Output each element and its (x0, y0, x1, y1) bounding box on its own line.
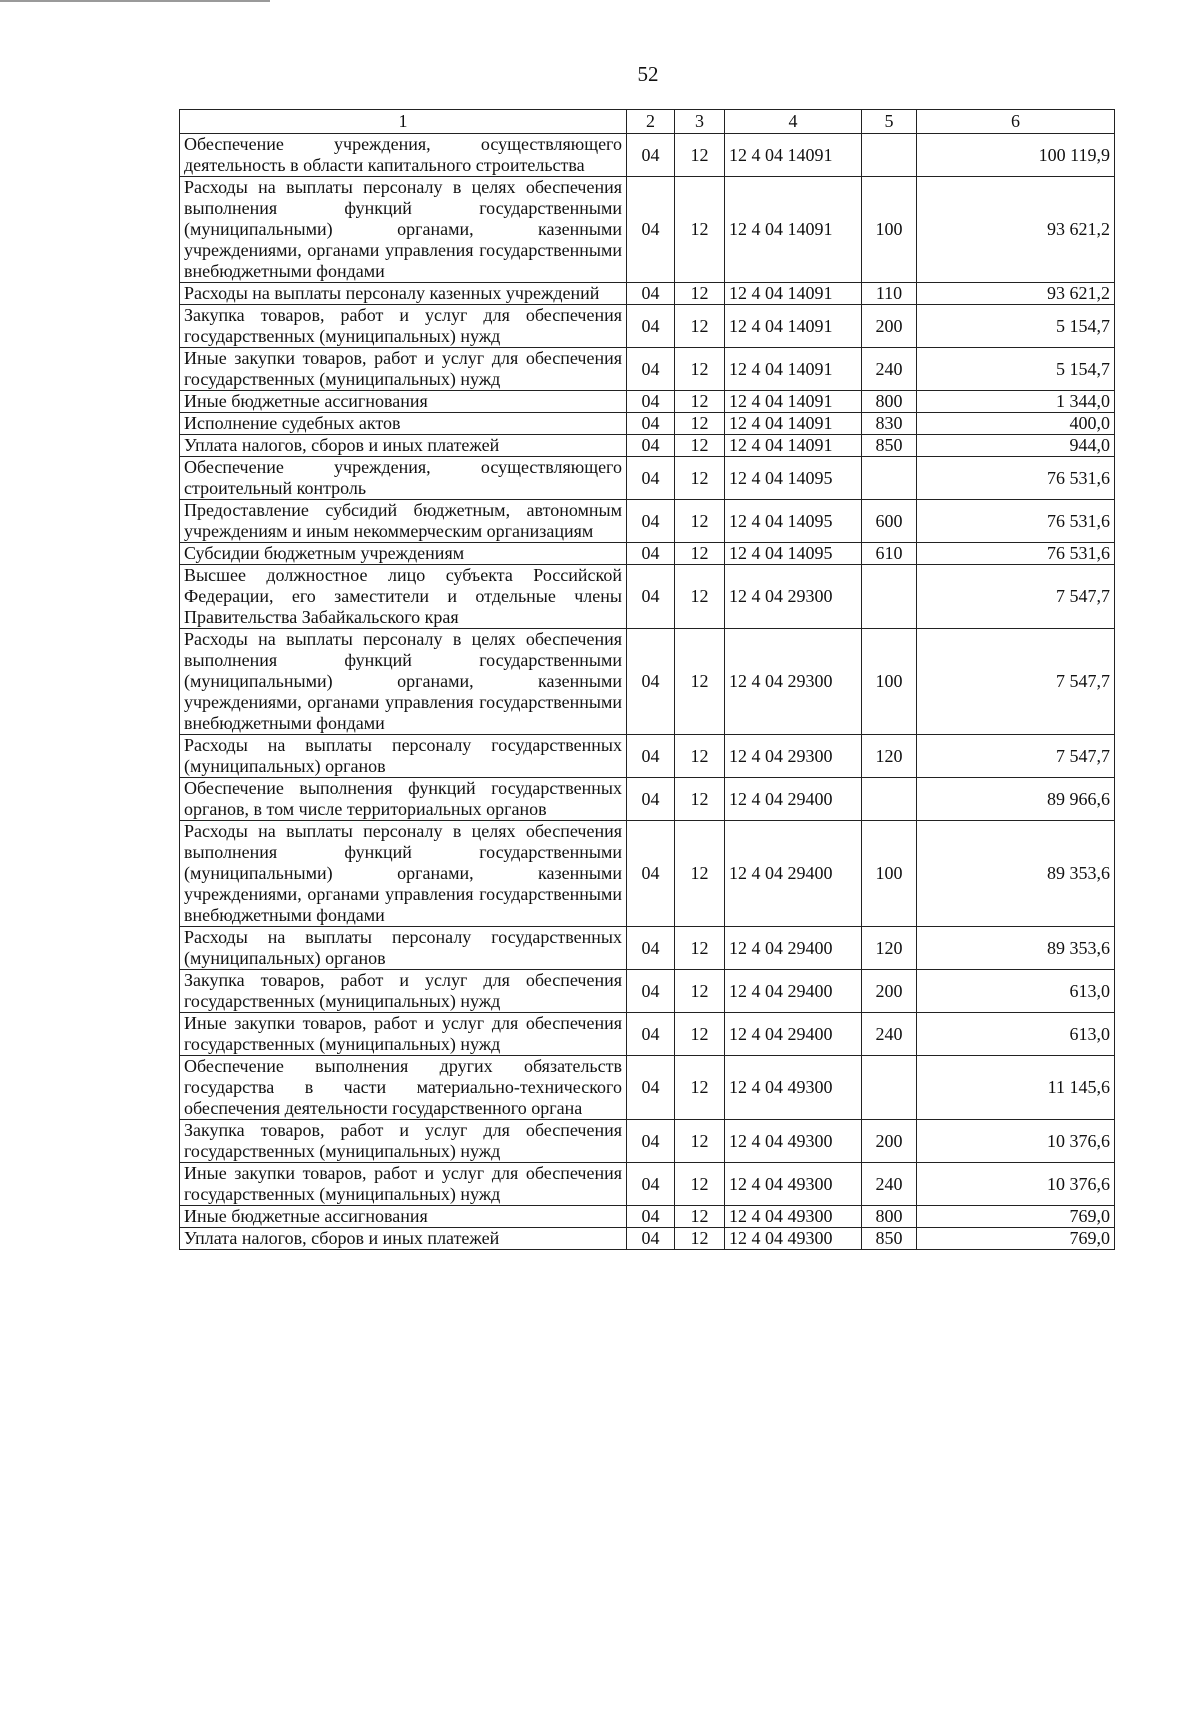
row-expense-type-cell (862, 457, 917, 500)
row-amount-cell: 769,0 (917, 1228, 1115, 1250)
row-amount-cell: 613,0 (917, 970, 1115, 1013)
row-subsection-cell: 12 (675, 283, 725, 305)
row-target-article-cell: 12 4 04 14095 (725, 500, 862, 543)
row-section-cell: 04 (627, 391, 675, 413)
row-subsection-cell: 12 (675, 1056, 725, 1120)
row-section-cell: 04 (627, 1120, 675, 1163)
table-row (180, 778, 1115, 821)
row-subsection-cell: 12 (675, 821, 725, 927)
table-body (180, 134, 1115, 1250)
row-amount-cell: 89 966,6 (917, 778, 1115, 821)
row-section-cell: 04 (627, 629, 675, 735)
row-section-cell: 04 (627, 435, 675, 457)
row-section-cell: 04 (627, 1056, 675, 1120)
table-row (180, 305, 1115, 348)
row-name-cell: Иные закупки товаров, работ и услуг для обеспечения государственных (муниципальных) нужд (180, 1013, 627, 1056)
row-subsection-cell: 12 (675, 970, 725, 1013)
row-expense-type-cell: 100 (862, 821, 917, 927)
row-target-article-cell: 12 4 04 29400 (725, 821, 862, 927)
row-target-article-cell: 12 4 04 14091 (725, 435, 862, 457)
row-subsection-cell: 12 (675, 927, 725, 970)
row-expense-type-cell: 610 (862, 543, 917, 565)
row-amount-cell: 76 531,6 (917, 500, 1115, 543)
row-target-article-cell: 12 4 04 29300 (725, 565, 862, 629)
table-row (180, 1163, 1115, 1206)
row-amount-cell: 769,0 (917, 1206, 1115, 1228)
row-subsection-cell: 12 (675, 413, 725, 435)
row-amount-cell: 10 376,6 (917, 1163, 1115, 1206)
row-subsection-cell: 12 (675, 1013, 725, 1056)
table-row (180, 1013, 1115, 1056)
row-section-cell: 04 (627, 348, 675, 391)
row-subsection-cell: 12 (675, 1163, 725, 1206)
row-target-article-cell: 12 4 04 29300 (725, 629, 862, 735)
table-row (180, 1206, 1115, 1228)
table-row (180, 500, 1115, 543)
row-name-cell: Расходы на выплаты персоналу государственных (муниципальных) органов (180, 735, 627, 778)
row-target-article-cell: 12 4 04 14091 (725, 305, 862, 348)
row-expense-type-cell: 200 (862, 1120, 917, 1163)
row-expense-type-cell: 240 (862, 1013, 917, 1056)
table-row (180, 457, 1115, 500)
row-section-cell: 04 (627, 283, 675, 305)
row-name-cell: Обеспечение выполнения других обязательств государства в части материально-технического обеспечения деятельности государственного органа (180, 1056, 627, 1120)
row-name-cell: Расходы на выплаты персоналу казенных учреждений (180, 283, 627, 305)
table-row (180, 927, 1115, 970)
row-subsection-cell: 12 (675, 778, 725, 821)
table-row (180, 735, 1115, 778)
row-target-article-cell: 12 4 04 14091 (725, 391, 862, 413)
row-subsection-cell: 12 (675, 1120, 725, 1163)
row-target-article-cell: 12 4 04 49300 (725, 1163, 862, 1206)
row-expense-type-cell: 600 (862, 500, 917, 543)
row-target-article-cell: 12 4 04 29400 (725, 970, 862, 1013)
row-name-cell: Иные бюджетные ассигнования (180, 391, 627, 413)
row-amount-cell: 76 531,6 (917, 543, 1115, 565)
row-subsection-cell: 12 (675, 435, 725, 457)
row-name-cell: Субсидии бюджетным учреждениям (180, 543, 627, 565)
row-section-cell: 04 (627, 457, 675, 500)
row-name-cell: Иные бюджетные ассигнования (180, 1206, 627, 1228)
row-section-cell: 04 (627, 305, 675, 348)
table-row (180, 134, 1115, 177)
row-expense-type-cell: 100 (862, 629, 917, 735)
table-row (180, 391, 1115, 413)
row-amount-cell: 93 621,2 (917, 177, 1115, 283)
row-target-article-cell: 12 4 04 49300 (725, 1120, 862, 1163)
table-row (180, 177, 1115, 283)
table-row (180, 565, 1115, 629)
row-name-cell: Иные закупки товаров, работ и услуг для обеспечения государственных (муниципальных) нужд (180, 1163, 627, 1206)
row-amount-cell: 93 621,2 (917, 283, 1115, 305)
table-row (180, 543, 1115, 565)
row-expense-type-cell: 120 (862, 735, 917, 778)
row-section-cell: 04 (627, 1013, 675, 1056)
row-target-article-cell: 12 4 04 14095 (725, 543, 862, 565)
row-amount-cell: 5 154,7 (917, 348, 1115, 391)
row-name-cell: Уплата налогов, сборов и иных платежей (180, 1228, 627, 1250)
row-target-article-cell: 12 4 04 29400 (725, 1013, 862, 1056)
row-expense-type-cell (862, 1056, 917, 1120)
row-section-cell: 04 (627, 778, 675, 821)
row-expense-type-cell: 200 (862, 305, 917, 348)
row-subsection-cell: 12 (675, 305, 725, 348)
row-name-cell: Закупка товаров, работ и услуг для обеспечения государственных (муниципальных) нужд (180, 1120, 627, 1163)
row-section-cell: 04 (627, 413, 675, 435)
row-section-cell: 04 (627, 970, 675, 1013)
row-name-cell: Предоставление субсидий бюджетным, автономным учреждениям и иным некоммерческим организациям (180, 500, 627, 543)
row-expense-type-cell (862, 134, 917, 177)
row-target-article-cell: 12 4 04 29300 (725, 735, 862, 778)
row-section-cell: 04 (627, 177, 675, 283)
row-subsection-cell: 12 (675, 500, 725, 543)
table-row (180, 413, 1115, 435)
table-row (180, 435, 1115, 457)
table-row (180, 629, 1115, 735)
header-col-4: 4 (725, 110, 862, 134)
row-amount-cell: 89 353,6 (917, 821, 1115, 927)
row-expense-type-cell: 850 (862, 1228, 917, 1250)
row-name-cell: Обеспечение учреждения, осуществляющего строительный контроль (180, 457, 627, 500)
row-expense-type-cell: 800 (862, 1206, 917, 1228)
header-col-2: 2 (627, 110, 675, 134)
row-subsection-cell: 12 (675, 565, 725, 629)
row-target-article-cell: 12 4 04 14091 (725, 283, 862, 305)
row-target-article-cell: 12 4 04 14095 (725, 457, 862, 500)
row-name-cell: Расходы на выплаты персоналу государственных (муниципальных) органов (180, 927, 627, 970)
row-amount-cell: 76 531,6 (917, 457, 1115, 500)
table-row (180, 1056, 1115, 1120)
row-expense-type-cell (862, 778, 917, 821)
row-expense-type-cell: 240 (862, 1163, 917, 1206)
table-row (180, 348, 1115, 391)
row-expense-type-cell: 100 (862, 177, 917, 283)
row-section-cell: 04 (627, 543, 675, 565)
row-amount-cell: 10 376,6 (917, 1120, 1115, 1163)
header-col-3: 3 (675, 110, 725, 134)
row-target-article-cell: 12 4 04 14091 (725, 413, 862, 435)
row-name-cell: Обеспечение выполнения функций государственных органов, в том числе территориальных органов (180, 778, 627, 821)
row-subsection-cell: 12 (675, 348, 725, 391)
header-col-6: 6 (917, 110, 1115, 134)
row-expense-type-cell: 850 (862, 435, 917, 457)
row-subsection-cell: 12 (675, 177, 725, 283)
row-target-article-cell: 12 4 04 49300 (725, 1206, 862, 1228)
row-name-cell: Иные закупки товаров, работ и услуг для обеспечения государственных (муниципальных) нужд (180, 348, 627, 391)
row-amount-cell: 89 353,6 (917, 927, 1115, 970)
row-amount-cell: 400,0 (917, 413, 1115, 435)
page-number: 52 (637, 62, 659, 86)
row-section-cell: 04 (627, 1163, 675, 1206)
row-amount-cell: 7 547,7 (917, 735, 1115, 778)
scan-edge-line (0, 0, 270, 2)
row-subsection-cell: 12 (675, 457, 725, 500)
row-name-cell: Расходы на выплаты персоналу в целях обеспечения выполнения функций государственными (муниципальными) органами, казенными учреждениями, органами управления государственными внебюджетными фондами (180, 177, 627, 283)
row-name-cell: Расходы на выплаты персоналу в целях обеспечения выполнения функций государственными (муниципальными) органами, казенными учреждениями, органами управления государственными внебюджетными фондами (180, 821, 627, 927)
table-row (180, 821, 1115, 927)
row-target-article-cell: 12 4 04 29400 (725, 778, 862, 821)
row-section-cell: 04 (627, 565, 675, 629)
row-target-article-cell: 12 4 04 14091 (725, 348, 862, 391)
row-target-article-cell: 12 4 04 29400 (725, 927, 862, 970)
row-expense-type-cell: 800 (862, 391, 917, 413)
row-amount-cell: 100 119,9 (917, 134, 1115, 177)
row-name-cell: Высшее должностное лицо субъекта Российской Федерации, его заместители и отдельные члены Правительства Забайкальского края (180, 565, 627, 629)
row-amount-cell: 7 547,7 (917, 565, 1115, 629)
row-subsection-cell: 12 (675, 735, 725, 778)
row-target-article-cell: 12 4 04 14091 (725, 177, 862, 283)
row-amount-cell: 944,0 (917, 435, 1115, 457)
row-subsection-cell: 12 (675, 391, 725, 413)
row-name-cell: Уплата налогов, сборов и иных платежей (180, 435, 627, 457)
header-row (180, 110, 1115, 134)
row-subsection-cell: 12 (675, 543, 725, 565)
row-amount-cell: 5 154,7 (917, 305, 1115, 348)
row-amount-cell: 1 344,0 (917, 391, 1115, 413)
row-expense-type-cell: 240 (862, 348, 917, 391)
row-subsection-cell: 12 (675, 1206, 725, 1228)
table-row (180, 1120, 1115, 1163)
row-amount-cell: 7 547,7 (917, 629, 1115, 735)
row-name-cell: Закупка товаров, работ и услуг для обеспечения государственных (муниципальных) нужд (180, 970, 627, 1013)
table-row (180, 1228, 1115, 1250)
row-expense-type-cell: 120 (862, 927, 917, 970)
budget-table (179, 109, 1115, 1250)
row-section-cell: 04 (627, 1228, 675, 1250)
row-amount-cell: 613,0 (917, 1013, 1115, 1056)
row-subsection-cell: 12 (675, 1228, 725, 1250)
row-section-cell: 04 (627, 1206, 675, 1228)
row-subsection-cell: 12 (675, 134, 725, 177)
row-name-cell: Закупка товаров, работ и услуг для обеспечения государственных (муниципальных) нужд (180, 305, 627, 348)
header-col-1: 1 (180, 110, 627, 134)
row-name-cell: Расходы на выплаты персоналу в целях обеспечения выполнения функций государственными (муниципальными) органами, казенными учреждениями, органами управления государственными внебюджетными фондами (180, 629, 627, 735)
row-section-cell: 04 (627, 735, 675, 778)
row-section-cell: 04 (627, 927, 675, 970)
row-amount-cell: 11 145,6 (917, 1056, 1115, 1120)
row-expense-type-cell: 110 (862, 283, 917, 305)
row-name-cell: Обеспечение учреждения, осуществляющего деятельность в области капитального строительства (180, 134, 627, 177)
row-section-cell: 04 (627, 500, 675, 543)
table-row (180, 283, 1115, 305)
row-section-cell: 04 (627, 134, 675, 177)
row-section-cell: 04 (627, 821, 675, 927)
row-expense-type-cell: 830 (862, 413, 917, 435)
row-target-article-cell: 12 4 04 14091 (725, 134, 862, 177)
row-subsection-cell: 12 (675, 629, 725, 735)
row-expense-type-cell (862, 565, 917, 629)
row-expense-type-cell: 200 (862, 970, 917, 1013)
header-col-5: 5 (862, 110, 917, 134)
table-row (180, 970, 1115, 1013)
row-name-cell: Исполнение судебных актов (180, 413, 627, 435)
row-target-article-cell: 12 4 04 49300 (725, 1228, 862, 1250)
row-target-article-cell: 12 4 04 49300 (725, 1056, 862, 1120)
